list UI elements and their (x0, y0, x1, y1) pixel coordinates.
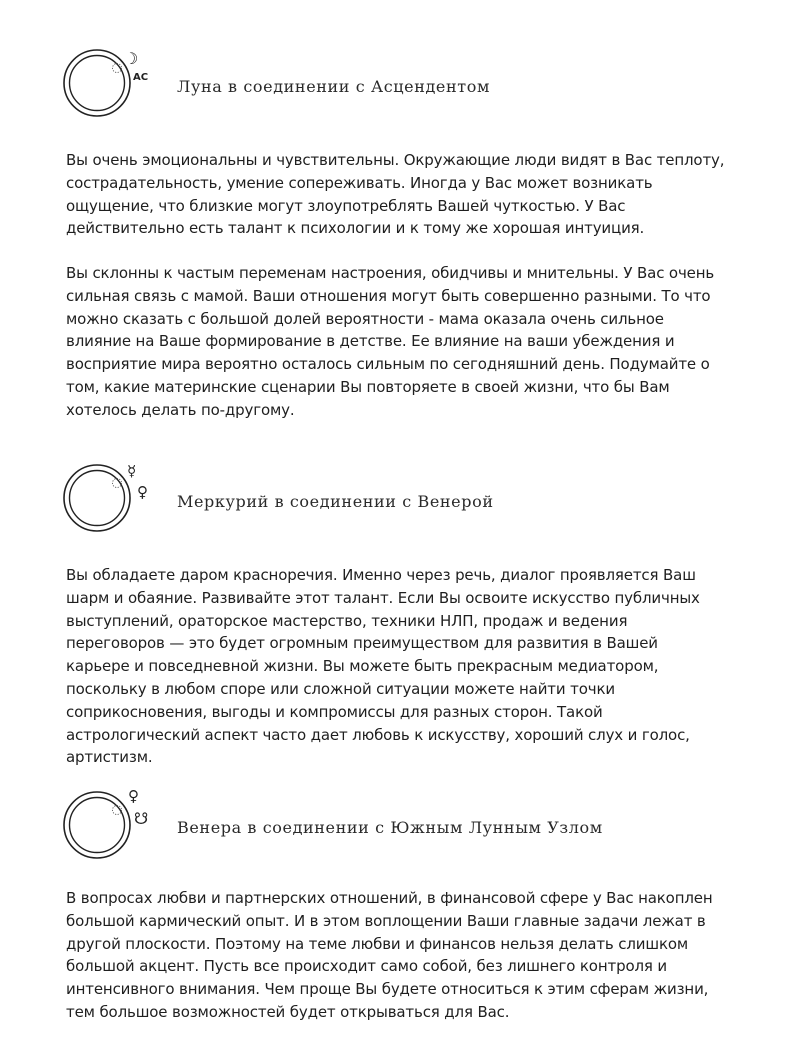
south-node-icon: ☋ (134, 809, 149, 828)
aspect-header (60, 42, 760, 132)
mercury-icon: ☿ (127, 462, 137, 480)
conjunction-icon (60, 42, 170, 132)
moon-icon: ☽ (124, 49, 139, 68)
aspect-title: Луна в соединении с Асцендентом (177, 77, 490, 96)
aspect-paragraph: Вы обладаете даром красноречия. Именно через речь, диалог проявляется Ваш шарм и обаяние. Развивайте этот талант. Если Вы освоите искусство публичных выступлений, ораторское мастерство, техники НЛП, продаж и ведения переговоров — это будет огромным преимуществом для развития в Вашей карьере и повседневной жизни. Вы можете быть прекрасным медиатором, поскольку в любом споре или сложной ситуации можете найти точки соприкосновения, выгоды и компромиссы для разных сторон. Такой астрологический аспект часто дает любовь к искусству, хороший слух и голос, артистизм. (66, 566, 700, 767)
venus-icon: ♀ (137, 483, 148, 501)
aspect-header (60, 456, 760, 546)
aspect-paragraph: В вопросах любви и партнерских отношений, в финансовой сфере у Вас накоплен большой кармический опыт. И в этом воплощении Ваши главные задачи лежат в другой плоскости. Поэтому на теме любви и финансов нельзя делать слишком большой акцент. Пусть все происходит само собой, без лишнего контроля и интенсивного внимания. Чем проще Вы будете относиться к этим сферам жизни, тем большое возможностей будет открываться для Вас. (66, 889, 713, 1021)
conjunction-icon (60, 783, 170, 873)
venus-icon: ♀ (128, 787, 139, 805)
ascendant-icon: AC (133, 72, 149, 83)
aspect-title: Венера в соединении с Южным Лунным Узлом (177, 818, 603, 837)
conjunction-icon (60, 456, 170, 546)
aspect-paragraph: Вы очень эмоциональны и чувствительны. Окружающие люди видят в Вас теплоту, сострадательность, умение сопереживать. Иногда у Вас может возникать ощущение, что близкие могут злоупотреблять Вашей чуткостью. У Вас действительно есть талант к психологии и к тому же хорошая интуиция. (66, 151, 725, 238)
aspect-paragraph: Вы склонны к частым переменам настроения, обидчивы и мнительны. У Вас очень сильная связь с мамой. Ваши отношения могут быть совершенно разными. То что можно сказать с большой долей вероятности - мама оказала очень сильное влияние на Ваше формирование в детстве. Ее влияние на ваши убеждения и восприятие мира вероятно осталось сильным по сегодняшний день. Подумайте о том, какие материнские сценарии Вы повторяете в своей жизни, что бы Вам хотелось делать по-другому. (66, 264, 715, 419)
aspect-title: Меркурий в соединении с Венерой (177, 492, 494, 511)
aspect-header (60, 783, 760, 873)
